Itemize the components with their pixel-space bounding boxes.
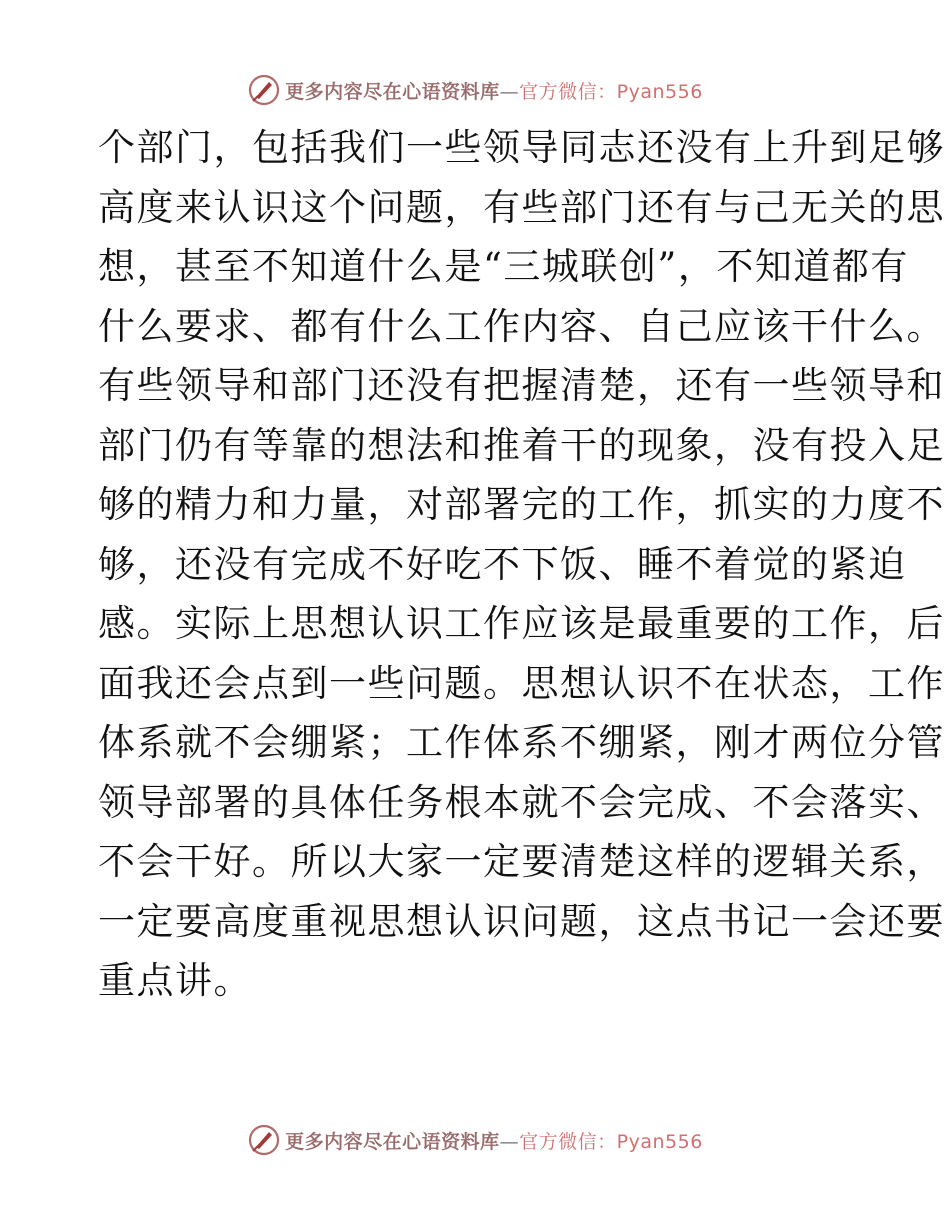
watermark-wechat: 官方微信：Pyan556 bbox=[519, 80, 703, 103]
body-line: 够的精力和力量，对部署完的工作，抓实的力度不 bbox=[98, 483, 945, 526]
watermark-separator: — bbox=[499, 1130, 520, 1153]
header-watermark bbox=[0, 70, 950, 110]
quill-logo-icon bbox=[247, 1123, 281, 1157]
watermark-wechat: 官方微信：Pyan556 bbox=[519, 1130, 703, 1153]
body-line: 领导部署的具体任务根本就不会完成、不会落实、 bbox=[98, 780, 945, 824]
footer-watermark bbox=[0, 1120, 950, 1160]
body-line: 面我还会点到一些问题。思想认识不在状态，工作 bbox=[98, 661, 945, 705]
watermark-text bbox=[285, 1127, 703, 1154]
body-line: 高度来认识这个问题，有些部门还有与己无关的思 bbox=[98, 185, 945, 229]
body-line: 体系就不会绷紧；工作体系不绷紧，刚才两位分管 bbox=[98, 721, 945, 764]
document-body bbox=[98, 118, 945, 1011]
watermark-brand: 更多内容尽在心语资料库 bbox=[285, 1130, 500, 1153]
body-line: 想，甚至不知道什么是“三城联创”，不知道都有 bbox=[98, 245, 909, 288]
body-line: 感。实际上思想认识工作应该是最重要的工作，后 bbox=[98, 602, 945, 645]
watermark-brand: 更多内容尽在心语资料库 bbox=[285, 80, 500, 103]
watermark-text bbox=[285, 77, 703, 104]
body-line: 个部门，包括我们一些领导同志还没有上升到足够 bbox=[98, 126, 945, 169]
body-line: 重点讲。 bbox=[98, 959, 252, 1002]
watermark-separator: — bbox=[499, 80, 520, 103]
body-line: 够，还没有完成不好吃不下饭、睡不着觉的紧迫 bbox=[98, 542, 907, 586]
body-line: 一定要高度重视思想认识问题，这点书记一会还要 bbox=[98, 899, 945, 943]
body-line: 有些领导和部门还没有把握清楚，还有一些领导和 bbox=[98, 364, 945, 407]
body-line: 部门仍有等靠的想法和推着干的现象，没有投入足 bbox=[98, 423, 945, 467]
body-line: 什么要求、都有什么工作内容、自己应该干什么。 bbox=[98, 304, 945, 348]
body-line: 不会干好。所以大家一定要清楚这样的逻辑关系， bbox=[98, 840, 945, 883]
quill-logo-icon bbox=[247, 73, 281, 107]
